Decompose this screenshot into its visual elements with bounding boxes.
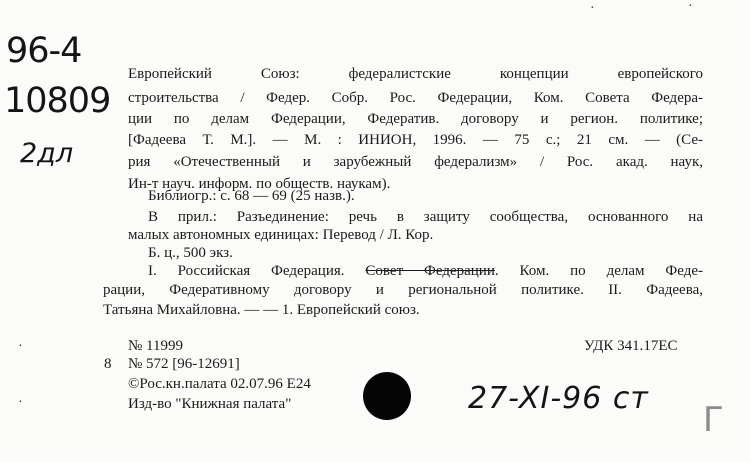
handwritten-date: 27-XI-96 ст	[468, 381, 649, 416]
margin-mark: ·	[18, 339, 23, 354]
card-line-10: Б. ц., 500 экз.	[148, 245, 233, 261]
ink-blot	[363, 372, 411, 420]
udk-code: УДК 341.17ЕС	[584, 338, 678, 354]
card-line-12: рации, Федеративному договору и региональной политике. II. Фадеева,	[103, 282, 703, 298]
registry-prefix: 8	[104, 356, 112, 372]
registry-entry: № 572 [96-12691]	[128, 356, 240, 372]
card-line-6: Ин-т науч. информ. по обществ. наукам).	[128, 176, 391, 192]
chamber-stamp-line: ©Рос.кн.палата 02.07.96 E24	[128, 376, 311, 392]
handwritten-number: 10809	[4, 81, 111, 121]
card-line-8: В прил.: Разъединение: речь в защиту сообщества, основанного на	[148, 209, 703, 225]
struck-text: Совет Федерации	[365, 263, 495, 279]
handwritten-code: 96-4	[6, 31, 82, 71]
card-line-7: Библиогр.: с. 68 — 69 (25 назв.).	[148, 188, 355, 204]
card-line-13: Татьяна Михайловна. — — 1. Европейский союз.	[103, 302, 420, 318]
margin-mark: ·	[590, 1, 595, 16]
card-line-4: [Фадеева Т. М.]. — М. : ИНИОН, 1996. — 75 с.; 21 см. — (Се-	[128, 132, 703, 148]
margin-mark: ·	[18, 395, 23, 410]
handwritten-corner-mark: Г	[703, 400, 724, 440]
card-line-3: ции по делам Федерации, Федератив. договору и регион. политике;	[128, 111, 703, 127]
card-line-1: Европейский Союз: федералистские концепции европейского	[128, 66, 703, 82]
margin-mark: ·	[688, 0, 693, 14]
card-line-11-before: I. Российская Федерация.	[148, 263, 366, 279]
publisher-line: Изд-во "Книжная палата"	[128, 396, 292, 412]
card-line-5: рия «Отечественный и зарубежный федерализм» / Рос. акад. наук,	[128, 154, 703, 170]
card-line-2: строительства / Федер. Собр. Рос. Федерации, Ком. Совета Федера-	[128, 90, 703, 106]
handwritten-mark: 2дл	[20, 138, 74, 169]
registry-number: № 11999	[128, 338, 184, 354]
card-line-11-after: . Ком. по делам Феде-	[494, 263, 703, 279]
card-line-9: малых автономных единицах: Перевод / Л. Кор.	[128, 227, 434, 243]
